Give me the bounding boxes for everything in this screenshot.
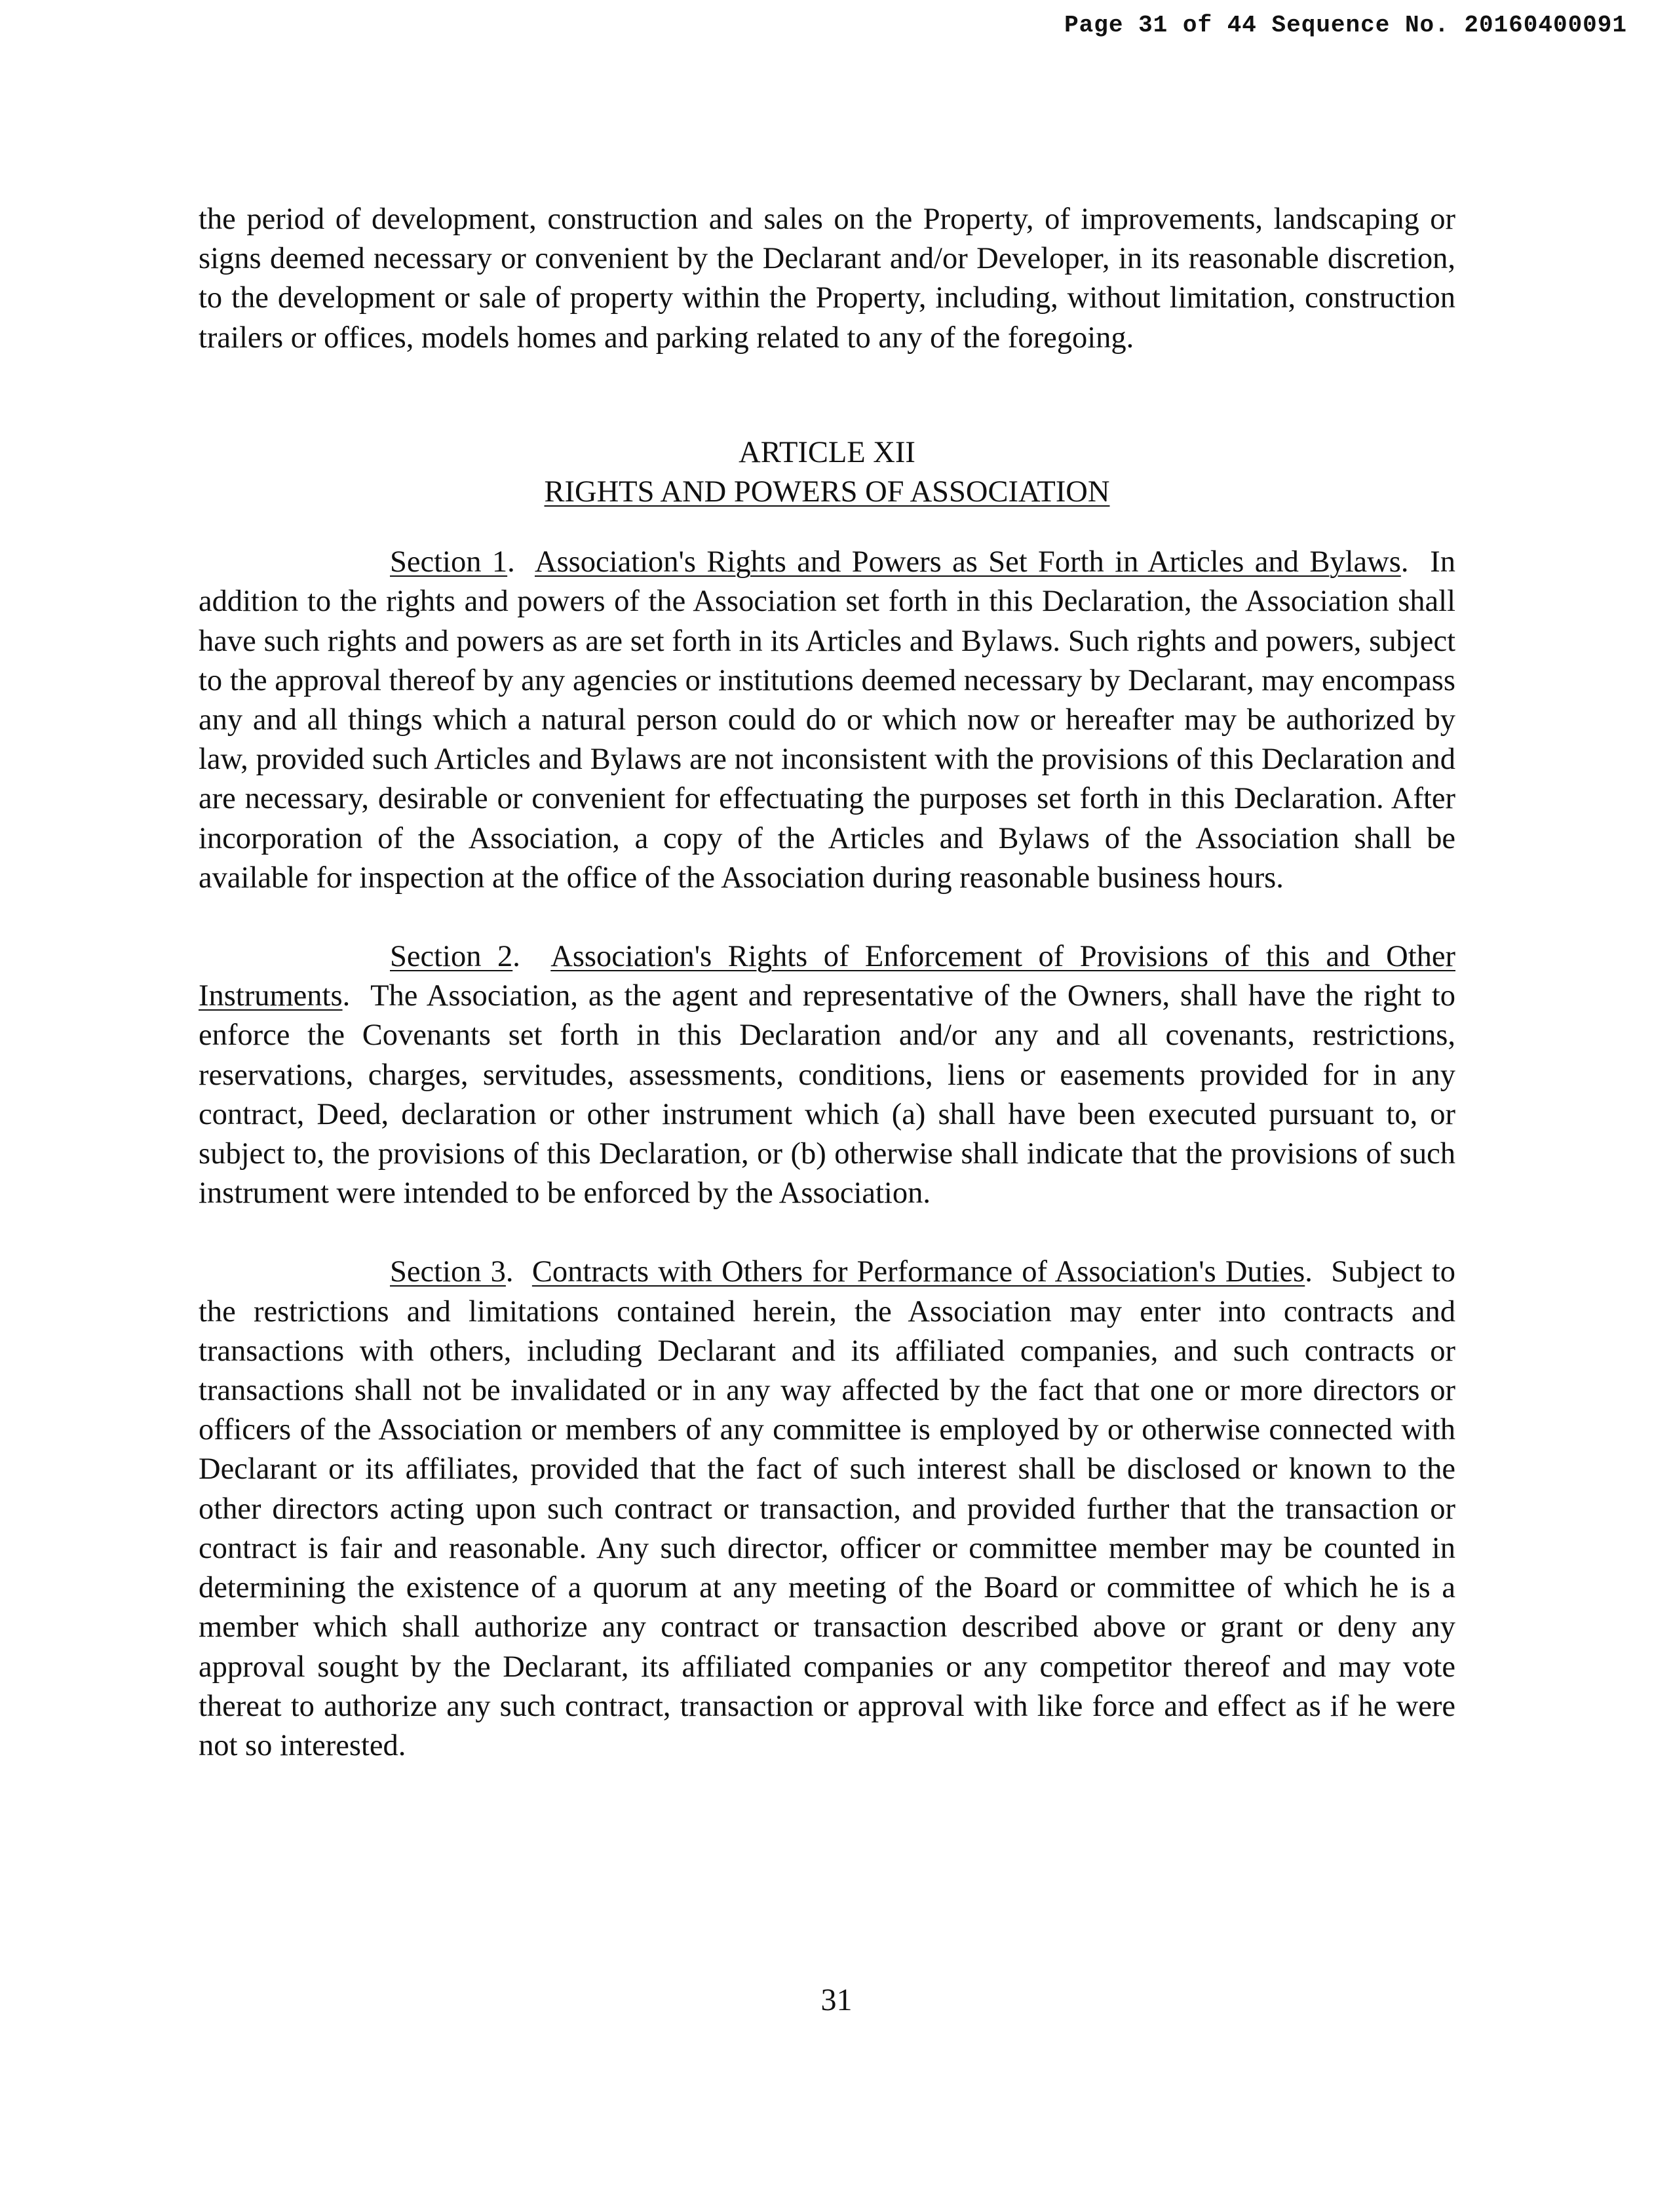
section-3-paragraph: Section 3. Contracts with Others for Performance of Association's Duties. Subject to the restrictions and limitations contained herein, the Association may enter into contracts and transactions with others, including Declarant and its affiliated companies, and such contracts or transactions shall not be invalidated or in any way affected by the fact that one or more directors or officers of the Association or members of any committee is employed by or otherwise connected with Declarant or its affiliates, provided that the fact of such interest shall be disclosed or known to the other directors acting upon such contract or transaction, and provided further that the transaction or contract is fair and reasonable. Any such director, officer or committee member may be counted in determining the existence of a quorum at any meeting of the Board or committee of which he is a member which shall authorize any contract or transaction described above or grant or deny any approval sought by the Declarant, its affiliated companies or any competitor thereof and may vote thereat to authorize any such contract, transaction or approval with like force and effect as if he were not so interested. (199, 1255, 1456, 1762)
section-1-label: Section 1 (390, 545, 508, 579)
article-number: ARTICLE XII (739, 435, 915, 469)
article-title-text: RIGHTS AND POWERS OF ASSOCIATION (544, 475, 1110, 509)
section-3-label: Section 3 (390, 1255, 506, 1289)
section-3-body: Subject to the restrictions and limitations contained herein, the Association may enter into contracts and transactions with others, including Declarant and its affiliated companies, and such contracts or transactions shall not be invalidated or in any way affected by the fact that one or more directors or officers of the Association or members of any committee is employed by or otherwise connected with Declarant or its affiliates, provided that the fact of such interest shall be disclosed or known to the other directors acting upon such contract or transaction, and provided further that the transaction or contract is fair and reasonable. Any such director, officer or committee member may be counted in determining the existence of a quorum at any meeting of the Board or committee of which he is a member which shall authorize any contract or transaction described above or grant or deny any approval sought by the Declarant, its affiliated companies or any competitor thereof and may vote thereat to authorize any such contract, transaction or approval with like force and effect as if he were not so interested. (199, 1255, 1456, 1762)
spacer (199, 898, 1455, 937)
document-body (199, 200, 1455, 1766)
page-number: 31 (820, 1983, 853, 2017)
article-title (199, 473, 1455, 512)
intro-paragraph: the period of development, construction and sales on the Property, of improvements, landscaping or signs deemed necessary or convenient by the Declarant and/or Developer, in its reasonable discretion, to the development or sale of property within the Property, including, without limitation, construction trailers or offices, models homes and parking related to any of the foregoing. (199, 203, 1455, 355)
section-2-label: Section 2 (390, 940, 513, 974)
section-2-paragraph: Section 2. Association's Rights of Enforcement of Provisions of this and Other Instruments. The Association, as the agent and representative of the Owners, shall have the right to enforce the Covenants set forth in this Declaration and/or any and all covenants, restrictions, reservations, charges, servitudes, assessments, conditions, liens or easements provided for in any contract, Deed, declaration or other instrument which (a) shall have been executed pursuant to, or subject to, the provisions of this Declaration, or (b) otherwise shall indicate that the provisions of such instrument were intended to be enforced by the Association. (199, 940, 1455, 1211)
spacer (199, 358, 1455, 433)
section-1-title: Association's Rights and Powers as Set Forth in Articles and Bylaws (534, 545, 1401, 579)
section-2-body: The Association, as the agent and representative of the Owners, shall have the right to enforce the Covenants set forth in this Declaration and/or any and all covenants, restrictions, reservations, charges, servitudes, assessments, conditions, liens or easements provided for in any contract, Deed, declaration or other instrument which (a) shall have been executed pursuant to, or subject to, the provisions of this Declaration, or (b) otherwise shall indicate that the provisions of such instrument were intended to be enforced by the Association. (199, 979, 1455, 1211)
section-2-title: Association's Rights of Enforcement of Provisions of this and Other Instruments (199, 940, 1455, 1013)
page-sequence-stamp: Page 31 of 44 Sequence No. 20160400091 (1064, 12, 1627, 39)
section-1-body: In addition to the rights and powers of the Association set forth in this Declaration, the Association shall have such rights and powers as are set forth in its Articles and Bylaws. Such rights and powers, subject to the approval thereof by any agencies or institutions deemed necessary by Declarant, may encompass any and all things which a natural person could do or which now or hereafter may be authorized by law, provided such Articles and Bylaws are not inconsistent with the provisions of this Declaration and are necessary, desirable or convenient for effectuating the purposes set forth in this Declaration. After incorporation of the Association, a copy of the Articles and Bylaws of the Association shall be available for inspection at the office of the Association during reasonable business hours. (199, 545, 1455, 895)
section-1-paragraph: Section 1. Association's Rights and Powers as Set Forth in Articles and Bylaws. In addition to the rights and powers of the Association set forth in this Declaration, the Association shall have such rights and powers as are set forth in its Articles and Bylaws. Such rights and powers, subject to the approval thereof by any agencies or institutions deemed necessary by Declarant, may encompass any and all things which a natural person could do or which now or hereafter may be authorized by law, provided such Articles and Bylaws are not inconsistent with the provisions of this Declaration and are necessary, desirable or convenient for effectuating the purposes set forth in this Declaration. After incorporation of the Association, a copy of the Articles and Bylaws of the Association shall be available for inspection at the office of the Association during reasonable business hours. (199, 545, 1455, 895)
section-3-title: Contracts with Others for Performance of Association's Duties (531, 1255, 1305, 1289)
spacer (199, 512, 1455, 543)
spacer (199, 1213, 1455, 1252)
